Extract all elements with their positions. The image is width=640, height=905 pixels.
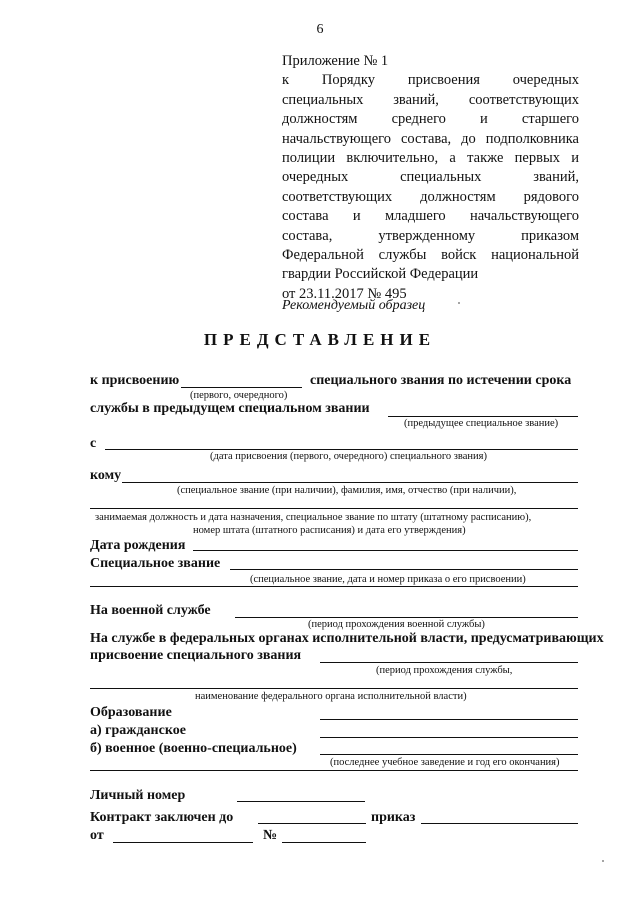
- civil-education-field[interactable]: [320, 737, 578, 738]
- appendix-line: Федеральной службы войск национальной: [282, 247, 579, 264]
- appendix-line: к Порядку присвоения очередных: [282, 72, 579, 89]
- education-field[interactable]: [320, 719, 578, 720]
- federal-service-line1: На службе в федеральных органах исполнительной власти, предусматривающих: [90, 631, 604, 646]
- appendix-line: начальствующего состава, до подполковника: [282, 130, 579, 147]
- birth-date-field[interactable]: [193, 550, 578, 551]
- from-date-label: от: [90, 828, 104, 843]
- assign-date-caption: (дата присвоения (первого, очередного) специального звания): [210, 451, 487, 462]
- position-caption-2: номер штата (штатного расписания) и дата его утверждения): [193, 525, 466, 536]
- appendix-line: от 23.11.2017 № 495: [282, 285, 407, 302]
- appendix-line: Приложение № 1: [282, 53, 389, 69]
- federal-body-field[interactable]: [90, 688, 578, 689]
- service-label: службы в предыдущем специальном звании: [90, 401, 370, 416]
- position-caption-1: занимаемая должность и дата назначения, специальное звание по штату (штатному расписанию),: [95, 512, 532, 523]
- position-field[interactable]: [90, 508, 578, 509]
- appendix-line: специальных званий, соответствующих: [282, 91, 579, 108]
- last-school-field[interactable]: [90, 770, 578, 771]
- first-next-caption: (первого, очередного): [190, 390, 288, 401]
- from-date-field[interactable]: [113, 842, 253, 843]
- federal-service-line2: присвоение специального звания: [90, 648, 302, 663]
- special-rank-field[interactable]: [230, 569, 578, 570]
- assign-date-field[interactable]: [105, 449, 578, 450]
- military-education-field[interactable]: [320, 754, 578, 755]
- appendix-line: гвардии Российской Федерации: [282, 266, 479, 283]
- order-label: приказ: [371, 810, 416, 825]
- person-caption: (специальное звание (при наличии), фамилия, имя, отчество (при наличии),: [177, 485, 517, 496]
- to-whom-label: кому: [90, 468, 122, 483]
- scan-speck: [602, 860, 604, 862]
- military-period-field[interactable]: [235, 617, 578, 618]
- order-field[interactable]: [421, 823, 578, 824]
- first-next-field[interactable]: [181, 387, 302, 388]
- appendix-line: очередных специальных званий,: [282, 169, 579, 186]
- number-label: №: [263, 828, 278, 843]
- birth-date-label: Дата рождения: [90, 538, 186, 553]
- rank-order-field[interactable]: [90, 586, 578, 587]
- appendix-line: должностям среднего и старшего: [282, 111, 579, 128]
- military-education-label: б) военное (военно-специальное): [90, 741, 297, 756]
- military-period-caption: (период прохождения военной службы): [308, 619, 485, 630]
- prisvoeniyu-label: к присвоению: [90, 373, 180, 388]
- contract-date-field[interactable]: [258, 823, 366, 824]
- scan-speck: [458, 302, 460, 304]
- appendix-line: составa, утвержденному приказом: [282, 227, 579, 244]
- special-rank-label: Специальное звание: [90, 556, 221, 571]
- service-period-caption: (период прохождения службы,: [376, 665, 513, 676]
- contract-label: Контракт заключен до: [90, 810, 234, 825]
- appendix-block: [282, 52, 579, 304]
- personal-number-field[interactable]: [237, 801, 365, 802]
- appendix-line: полиции включительно, а также первых и: [282, 150, 579, 167]
- prev-rank-field[interactable]: [388, 416, 578, 417]
- last-school-caption: (последнее учебное заведение и год его окончания): [330, 757, 560, 768]
- federal-body-caption: наименование федерального органа исполнительной власти): [195, 691, 467, 702]
- military-service-label: На военной службе: [90, 603, 211, 618]
- sample-label: Рекомендуемый образец: [282, 298, 426, 313]
- prisvoeniyu-suffix: специального звания по истечении срока: [310, 373, 572, 388]
- personal-number-label: Личный номер: [90, 788, 186, 803]
- from-label: с: [90, 436, 97, 451]
- appendix-line: состава и младшего начальствующего: [282, 208, 579, 225]
- civil-education-label: а) гражданское: [90, 723, 186, 738]
- education-label: Образование: [90, 705, 172, 720]
- appendix-line: соответствующих должностям рядового: [282, 188, 579, 205]
- page-number: 6: [316, 22, 324, 37]
- person-field[interactable]: [122, 482, 578, 483]
- prev-rank-caption: (предыдущее специальное звание): [404, 418, 559, 429]
- document-title: ПРЕДСТАВЛЕНИЕ: [203, 330, 437, 349]
- rank-order-caption: (специальное звание, дата и номер приказа о его присвоении): [250, 574, 526, 585]
- service-period-field[interactable]: [320, 662, 578, 663]
- number-field[interactable]: [282, 842, 366, 843]
